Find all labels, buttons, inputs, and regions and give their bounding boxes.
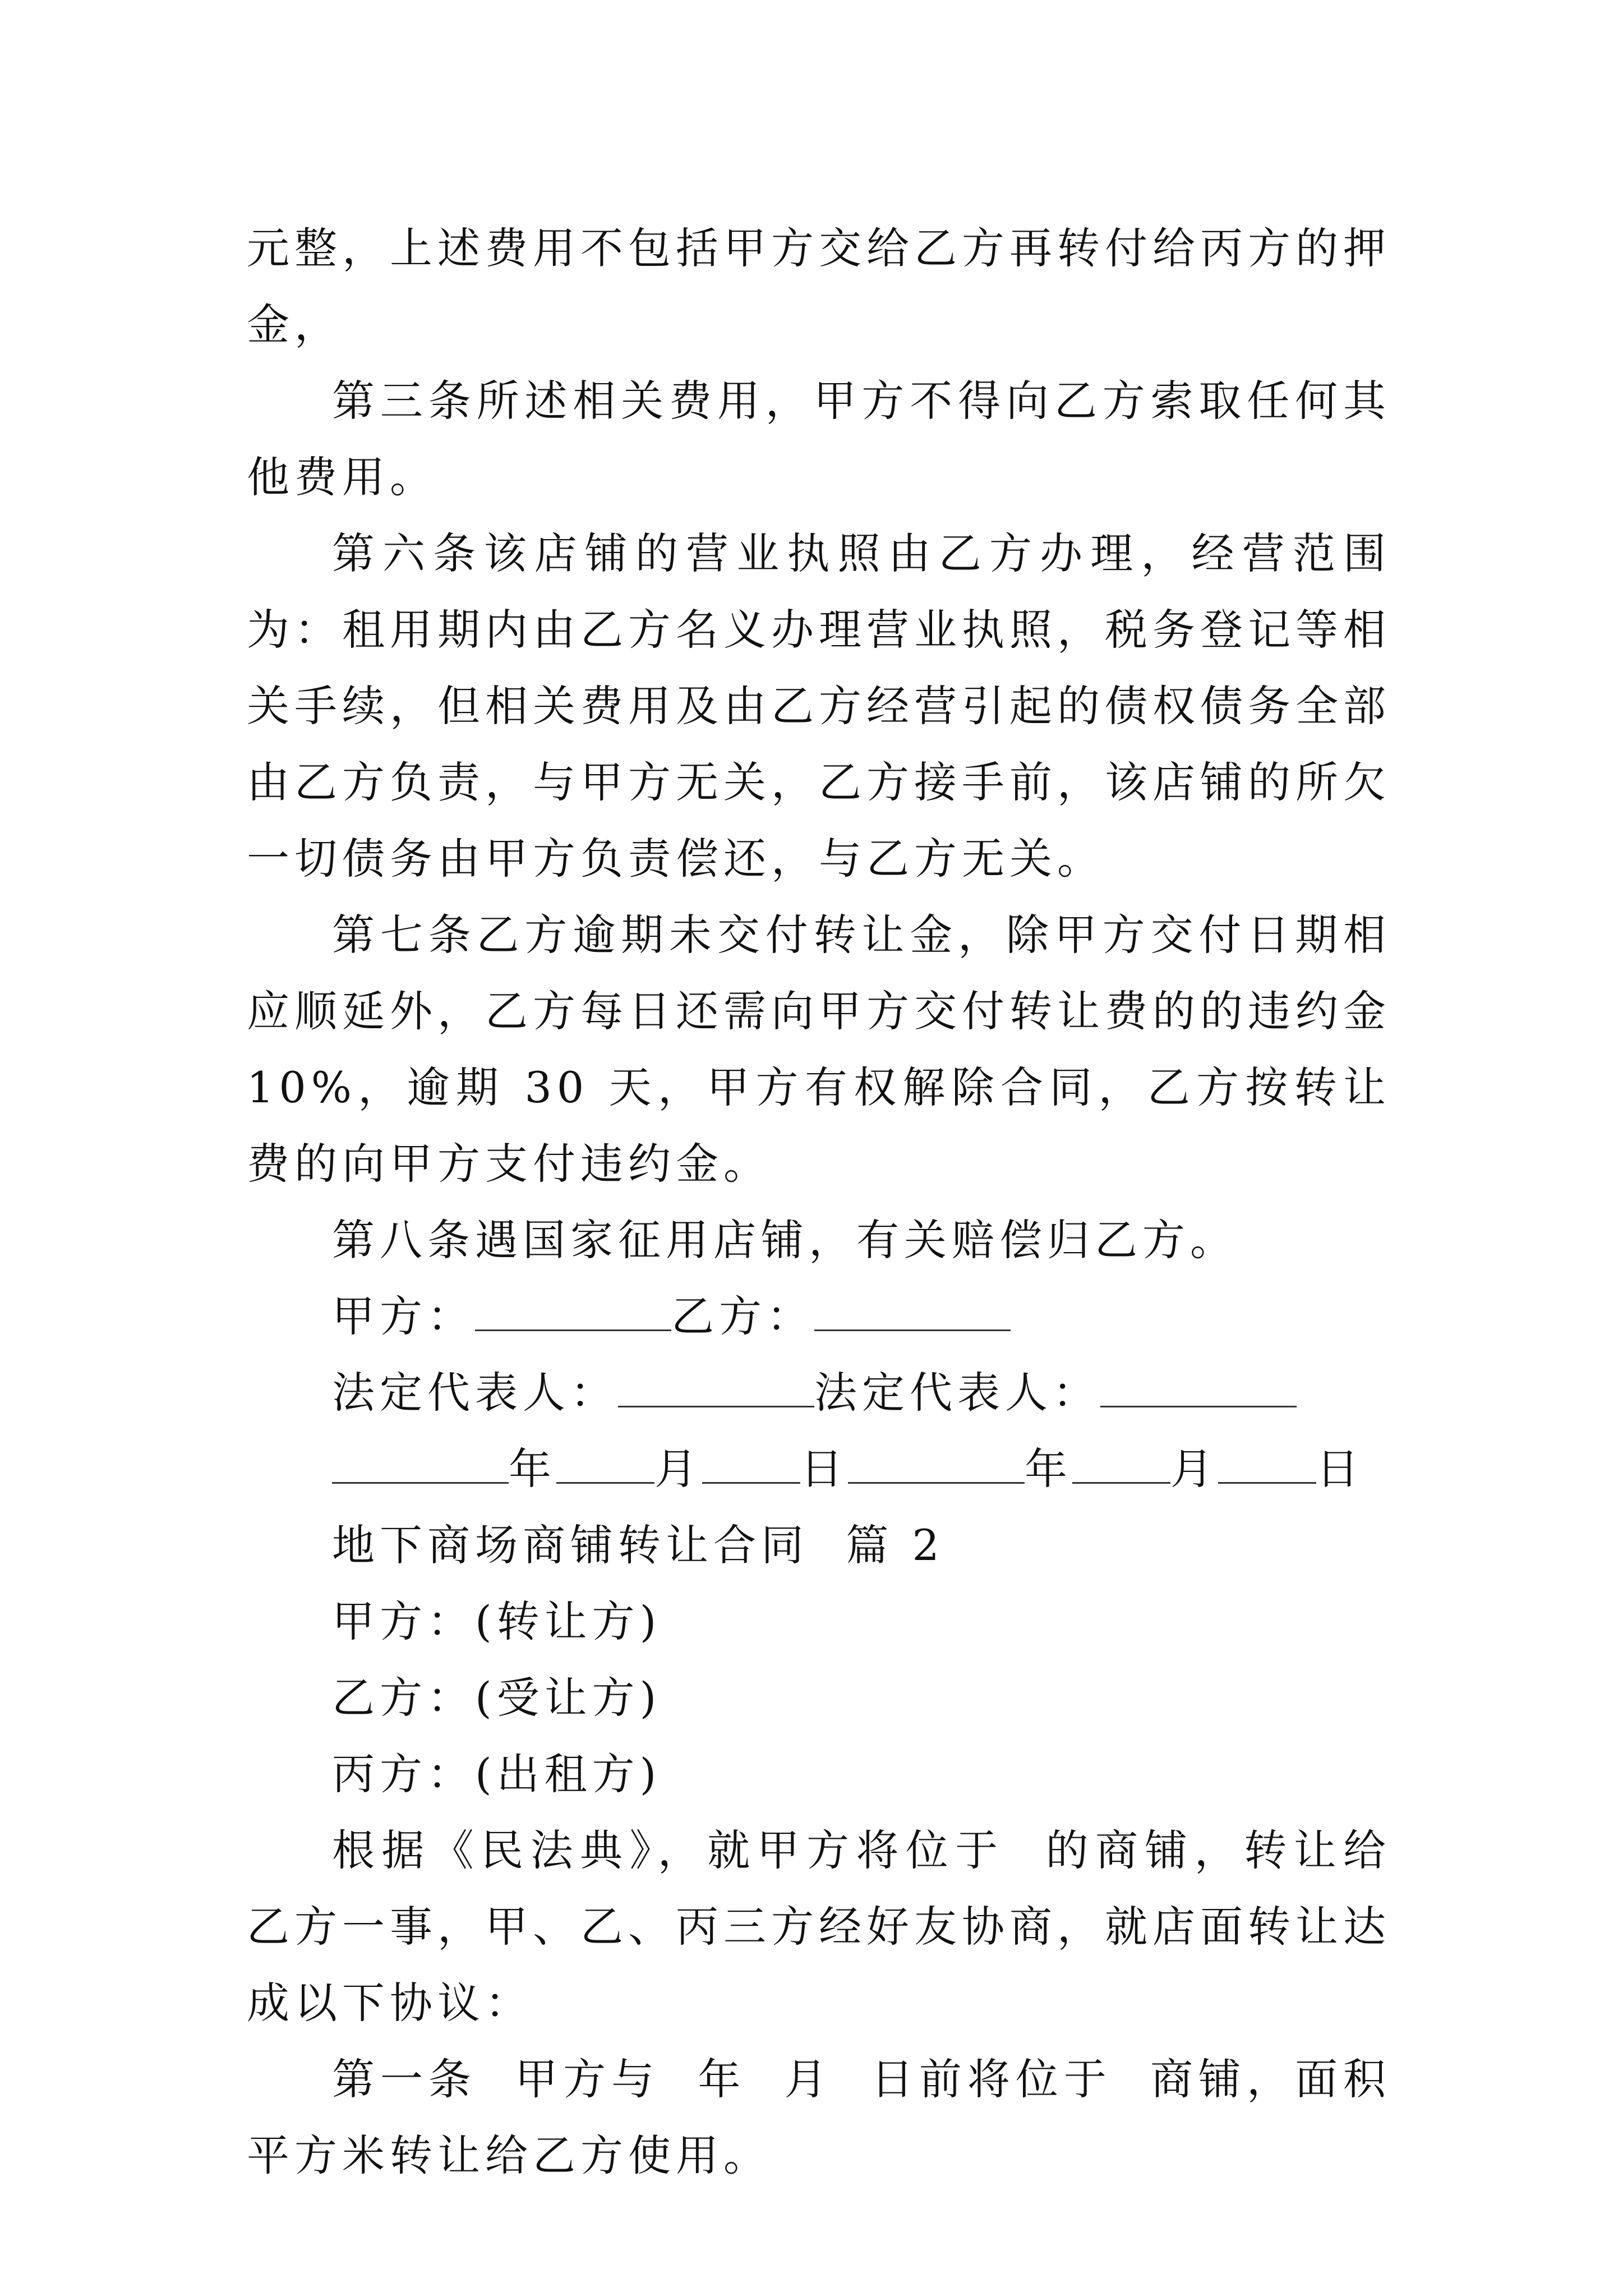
section-2-party-c: 丙方：(出租方) (332, 1749, 662, 1799)
party-a-blank (475, 1290, 671, 1331)
date-b-month-label: 月 (1170, 1444, 1218, 1494)
date-b-day-label: 日 (1316, 1444, 1364, 1494)
date-a-month-label: 月 (654, 1444, 702, 1494)
section-2-title: 地下商场商铺转让合同 篇 2 (332, 1520, 944, 1570)
rep-a-label: 法定代表人： (332, 1368, 618, 1418)
paragraph-article-3-reference: 第三条所述相关费用，甲方不得向乙方索取任何其他费用。 (247, 376, 1391, 502)
paragraph-article-8: 第八条遇国家征用店铺，有关赔偿归乙方。 (332, 1215, 1238, 1265)
rep-b-blank (1100, 1366, 1297, 1407)
signature-dates-line (247, 1431, 1391, 1507)
paragraph-article-6: 第六条该店铺的营业执照由乙方办理，经营范围为：租用期内由乙方名义办理营业执照，税务登记等相关手续，但相关费用及由乙方经营引起的债权债务全部由乙方负责，与甲方无关，乙方接手前，该店铺的所欠一切债务由甲方负责偿还，与乙方无关。 (247, 528, 1391, 884)
signature-parties-line (247, 1278, 1391, 1355)
party-b-label: 乙方： (671, 1291, 814, 1341)
rep-b-label: 法定代表人： (814, 1368, 1100, 1418)
section-2-article-1: 第一条 甲方与 年 月 日前将位于 商铺，面积 平方米转让给乙方使用。 (247, 2054, 1428, 2180)
paragraph-fee-continuation: 元整，上述费用不包括甲方交给乙方再转付给丙方的押金， (247, 223, 1391, 349)
date-a-year-blank (332, 1443, 509, 1484)
date-b-year-label: 年 (1025, 1444, 1072, 1494)
date-b-year-blank (848, 1443, 1025, 1484)
paragraph-article-7: 第七条乙方逾期未交付转让金，除甲方交付日期相应顺延外，乙方每日还需向甲方交付转让费的的违约金 10%，逾期 30 天，甲方有权解除合同，乙方按转让费的向甲方支付违约金。 (247, 910, 1391, 1189)
date-a-year-label: 年 (509, 1444, 556, 1494)
signature-representatives-line (247, 1355, 1391, 1431)
section-2-party-a: 甲方：(转让方) (332, 1596, 662, 1646)
party-b-blank (814, 1290, 1011, 1331)
date-b-day-blank (1218, 1443, 1316, 1484)
date-a-day-blank (702, 1443, 800, 1484)
date-a-day-label: 日 (800, 1444, 848, 1494)
date-a-month-blank (556, 1443, 654, 1484)
section-2-party-b: 乙方：(受让方) (332, 1673, 662, 1723)
rep-a-blank (618, 1366, 814, 1407)
section-2-intro: 根据《民法典》，就甲方将位于 的商铺，转让给乙方一事，甲、乙、丙三方经好友协商，就店面转让达成以下协议： (247, 1825, 1391, 2028)
party-a-label: 甲方： (332, 1291, 475, 1341)
date-b-month-blank (1072, 1443, 1170, 1484)
document-body (247, 210, 1428, 2194)
